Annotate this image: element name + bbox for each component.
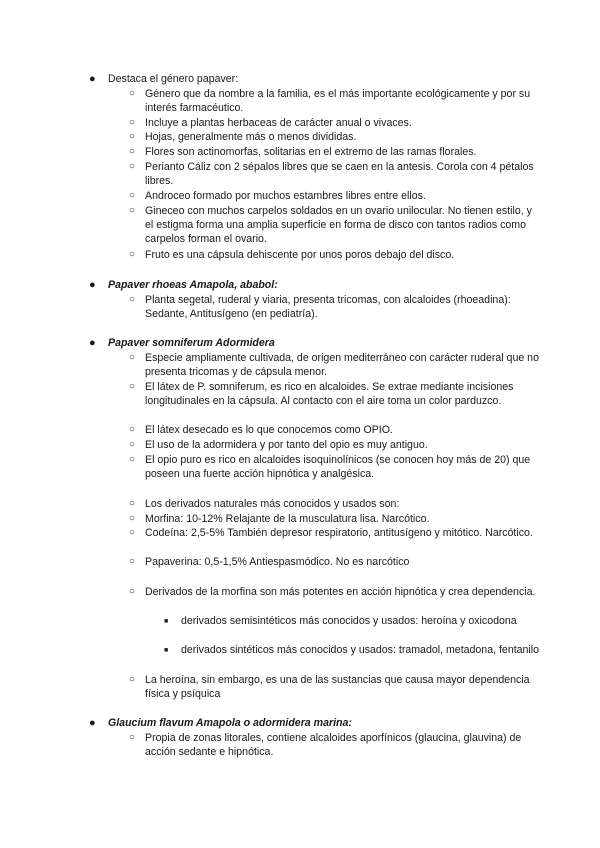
list-item: Perianto Cáliz con 2 sépalos libres que se caen en la antesis. Corola con 4 pétalos libres. (145, 161, 534, 188)
bullet-circle: ○ (129, 454, 136, 465)
bullet-circle: ○ (129, 586, 136, 597)
section-title-papaver: Destaca el género papaver: (108, 73, 239, 85)
bullet-circle: ○ (129, 294, 136, 305)
list-item: Género que da nombre a la familia, es el más importante ecológicamente y por su interés farmacéutico. (145, 88, 531, 115)
bullet-square: ■ (164, 618, 169, 625)
bullet-circle: ○ (129, 513, 136, 524)
list-item: Androceo formado por muchos estambres libres entre ellos. (145, 190, 426, 202)
list-item: Gineceo con muchos carpelos soldados en un ovario unilocular. No tienen estilo, y el estigma forma una amplia superficie en forma de disco con tantos radios como carpelos forman el ovario. (145, 205, 532, 246)
list-item: Hojas, generalmente más o menos divididas. (145, 131, 357, 143)
list-item: Especie ampliamente cultivada, de origen mediterráneo con carácter ruderal que no presenta tricomas y de cápsula menor. (145, 352, 539, 379)
bullet-circle: ○ (129, 527, 136, 538)
bullet-circle: ○ (129, 131, 136, 142)
list-item: Codeína: 2,5-5% También depresor respiratorio, antitusígeno y mitótico. Narcótico. (145, 527, 533, 539)
list-item: Derivados de la morfina son más potentes en acción hipnótica y crea dependencia. (145, 586, 536, 598)
bullet-circle: ○ (129, 249, 136, 260)
sub-list-item: derivados sintéticos más conocidos y usados: tramadol, metadona, fentanilo (181, 644, 540, 656)
bullet-circle: ○ (129, 205, 136, 216)
bullet-disc: ● (89, 717, 96, 729)
bullet-circle: ○ (129, 352, 136, 363)
section-title-rhoeas: Papaver rhoeas Amapola, ababol: (108, 279, 278, 291)
bullet-circle: ○ (129, 674, 136, 685)
list-item: El látex desecado es lo que conocemos como OPIO. (145, 424, 393, 436)
bullet-circle: ○ (129, 190, 136, 201)
bullet-circle: ○ (129, 161, 136, 172)
sub-list-item: derivados semisintéticos más conocidos y usados: heroína y oxicodona (181, 615, 517, 627)
list-item: Fruto es una cápsula dehiscente por unos poros debajo del disco. (145, 249, 455, 261)
list-item: Planta segetal, ruderal y viaria, presenta tricomas, con alcaloides (rhoeadina): Sedante, Antitusígeno (en pediatría). (145, 294, 511, 321)
bullet-circle: ○ (129, 117, 136, 128)
bullet-circle: ○ (129, 556, 136, 567)
section-title-somniferum: Papaver somniferum Adormidera (108, 337, 275, 349)
bullet-square: ■ (164, 647, 169, 654)
list-item: El látex de P. somniferum, es rico en alcaloides. Se extrae mediante incisiones longitudinales en la cápsula. Al contacto con el aire toma un color parduzco. (145, 381, 514, 408)
section-title-glaucium: Glaucium flavum Amapola o adormidera marina: (108, 717, 352, 729)
list-item: El uso de la adormidera y por tanto del opio es muy antiguo. (145, 439, 428, 451)
bullet-circle: ○ (129, 732, 136, 743)
bullet-disc: ● (89, 337, 96, 349)
bullet-circle: ○ (129, 498, 136, 509)
bullet-disc: ● (89, 73, 96, 85)
list-item: Papaverina: 0,5-1,5% Antiespasmódico. No es narcótico (145, 556, 410, 568)
bullet-circle: ○ (129, 88, 136, 99)
list-item: Morfina: 10-12% Relajante de la musculatura lisa. Narcótico. (145, 513, 430, 525)
list-item: Incluye a plantas herbaceas de carácter anual o vivaces. (145, 117, 412, 129)
bullet-circle: ○ (129, 439, 136, 450)
bullet-circle: ○ (129, 381, 136, 392)
bullet-circle: ○ (129, 424, 136, 435)
bullet-circle: ○ (129, 146, 136, 157)
list-item: Propia de zonas litorales, contiene alcaloides aporfínicos (glaucina, glauvina) de acción sedante e hipnótica. (145, 732, 522, 759)
list-item: Los derivados naturales más conocidos y usados son: (145, 498, 400, 510)
list-item: Flores son actinomorfas, solitarias en el extremo de las ramas florales. (145, 146, 477, 158)
list-item: La heroína, sin embargo, es una de las sustancias que causa mayor dependencia física y psíquica (145, 674, 530, 701)
bullet-disc: ● (89, 279, 96, 291)
list-item: El opio puro es rico en alcaloides isoquinolínicos (se conocen hoy más de 20) que poseen una fuerte acción hipnótica y analgésica. (145, 454, 531, 481)
